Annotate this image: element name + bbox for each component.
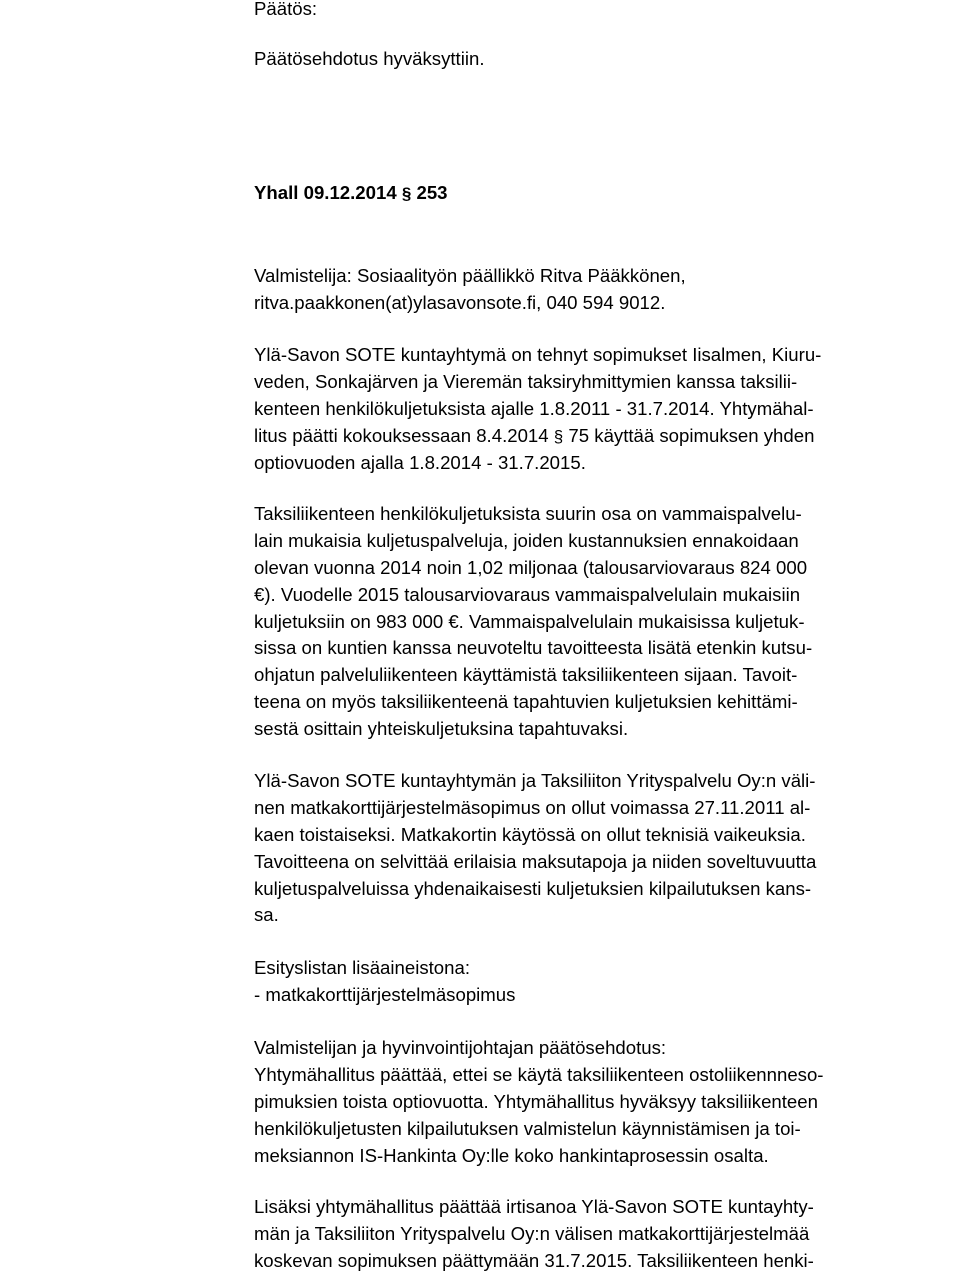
paragraph-1-line-4-end: 75 käyttää sopimuksen yhden <box>568 424 815 446</box>
paragraph-2-line: Taksiliikenteen henkilökuljetuksista suurin osa on vammaispalvelu- <box>254 503 802 524</box>
paragraph-3-line: nen matkakorttijärjestelmäsopimus on ollut voimassa 27.11.2011 al- <box>254 796 811 818</box>
paragraph-3-line: sa. <box>254 904 279 926</box>
paragraph-3-line: Tavoitteena on selvittää erilaisia maksutapoja ja niiden soveltuvuutta <box>254 850 817 872</box>
decision-text: Päätösehdotus hyväksyttiin. <box>254 48 485 69</box>
paragraph-2-line: sissa on kuntien kanssa neuvoteltu tavoitteesta lisätä etenkin kutsu- <box>254 637 813 659</box>
paragraph-1-line: optiovuoden ajalla 1.8.2014 - 31.7.2015. <box>254 451 586 473</box>
paragraph-2-line: €). Vuodelle 2015 talousarviovaraus vammaispalvelulain mukaisiin <box>254 583 801 605</box>
paragraph-2-line: ohjatun palveluliikenteen käyttämistä taksiliikenteen sijaan. Tavoit- <box>254 664 798 686</box>
decision-proposal <box>254 1035 824 1169</box>
paragraph-2-line: olevan vuonna 2014 noin 1,02 miljonaa (talousarviovaraus 824 000 <box>254 556 808 578</box>
paragraph-final <box>254 1194 814 1275</box>
item-heading-prefix: Yhall 09.12.2014 <box>254 182 397 203</box>
attachment-item: - matkakorttijärjestelmäsopimus <box>254 983 516 1005</box>
section-symbol: § <box>401 184 412 203</box>
paragraph-1-line <box>254 423 821 450</box>
item-number: 253 <box>416 182 448 203</box>
paragraph-2-line: teena on myös taksiliikenteenä tapahtuvien kuljetuksien kehittämi- <box>254 691 798 713</box>
paragraph-1-line: Ylä-Savon SOTE kuntayhtymä on tehnyt sopimukset Iisalmen, Kiuru- <box>254 344 822 365</box>
proposal-line: pimuksien toista optiovuotta. Yhtymähallitus hyväksyy taksiliikenteen <box>254 1090 818 1112</box>
section-symbol: § <box>553 426 564 446</box>
paragraph-1-line: veden, Sonkajärven ja Vieremän taksiryhmittymien kanssa taksilii- <box>254 370 798 392</box>
paragraph-3 <box>254 768 816 929</box>
paragraph-3-line: kaen toistaiseksi. Matkakortin käytössä on ollut teknisiä vaikeuksia. <box>254 823 806 845</box>
preparer-line-2: ritva.paakkonen(at)ylasavonsote.fi, 040 594 9012. <box>254 292 666 313</box>
paragraph-1-line: kenteen henkilökuljetuksista ajalle 1.8.2011 - 31.7.2014. Yhtymähal- <box>254 397 814 419</box>
paragraph-3-line: Ylä-Savon SOTE kuntayhtymän ja Taksiliiton Yrityspalvelu Oy:n väli- <box>254 770 816 791</box>
proposal-line: Yhtymähallitus päättää, ettei se käytä taksiliikenteen ostoliikennneso- <box>254 1063 824 1085</box>
paragraph-1-line-4-start: litus päätti kokouksessaan 8.4.2014 <box>254 424 549 446</box>
attachments-label: Esityslistan lisäaineistona: <box>254 957 470 978</box>
paragraph-final-line: män ja Taksiliiton Yrityspalvelu Oy:n välisen matkakorttijärjestelmää <box>254 1222 810 1244</box>
paragraph-2-line: sestä osittain yhteiskuljetuksina tapahtuvaksi. <box>254 718 629 740</box>
proposal-label: Valmistelijan ja hyvinvointijohtajan päätösehdotus: <box>254 1037 667 1058</box>
item-heading <box>254 180 448 207</box>
paragraph-2-line: kuljetuksiin on 983 000 €. Vammaispalvelulain mukaisissa kuljetuk- <box>254 610 805 632</box>
paragraph-final-line: Lisäksi yhtymähallitus päättää irtisanoa Ylä-Savon SOTE kuntayhty- <box>254 1196 814 1217</box>
decision-label: Päätös: <box>254 0 318 19</box>
paragraph-3-line: kuljetuspalveluissa yhdenaikaisesti kuljetuksien kilpailutuksen kans- <box>254 877 812 899</box>
paragraph-2 <box>254 501 812 743</box>
paragraph-1 <box>254 342 821 476</box>
proposal-line: meksiannon IS-Hankinta Oy:lle koko hankintaprosessin osalta. <box>254 1144 769 1166</box>
paragraph-final-line: koskevan sopimuksen päättymään 31.7.2015. Taksiliikenteen henki- <box>254 1249 814 1271</box>
attachments <box>254 955 515 1009</box>
paragraph-2-line: lain mukaisia kuljetuspalveluja, joiden kustannuksien ennakoidaan <box>254 529 799 551</box>
preparer-line-1: Valmistelija: Sosiaalityön päällikkö Ritva Pääkkönen, <box>254 265 686 286</box>
proposal-line: henkilökuljetusten kilpailutuksen valmistelun käynnistämisen ja toi- <box>254 1117 801 1139</box>
